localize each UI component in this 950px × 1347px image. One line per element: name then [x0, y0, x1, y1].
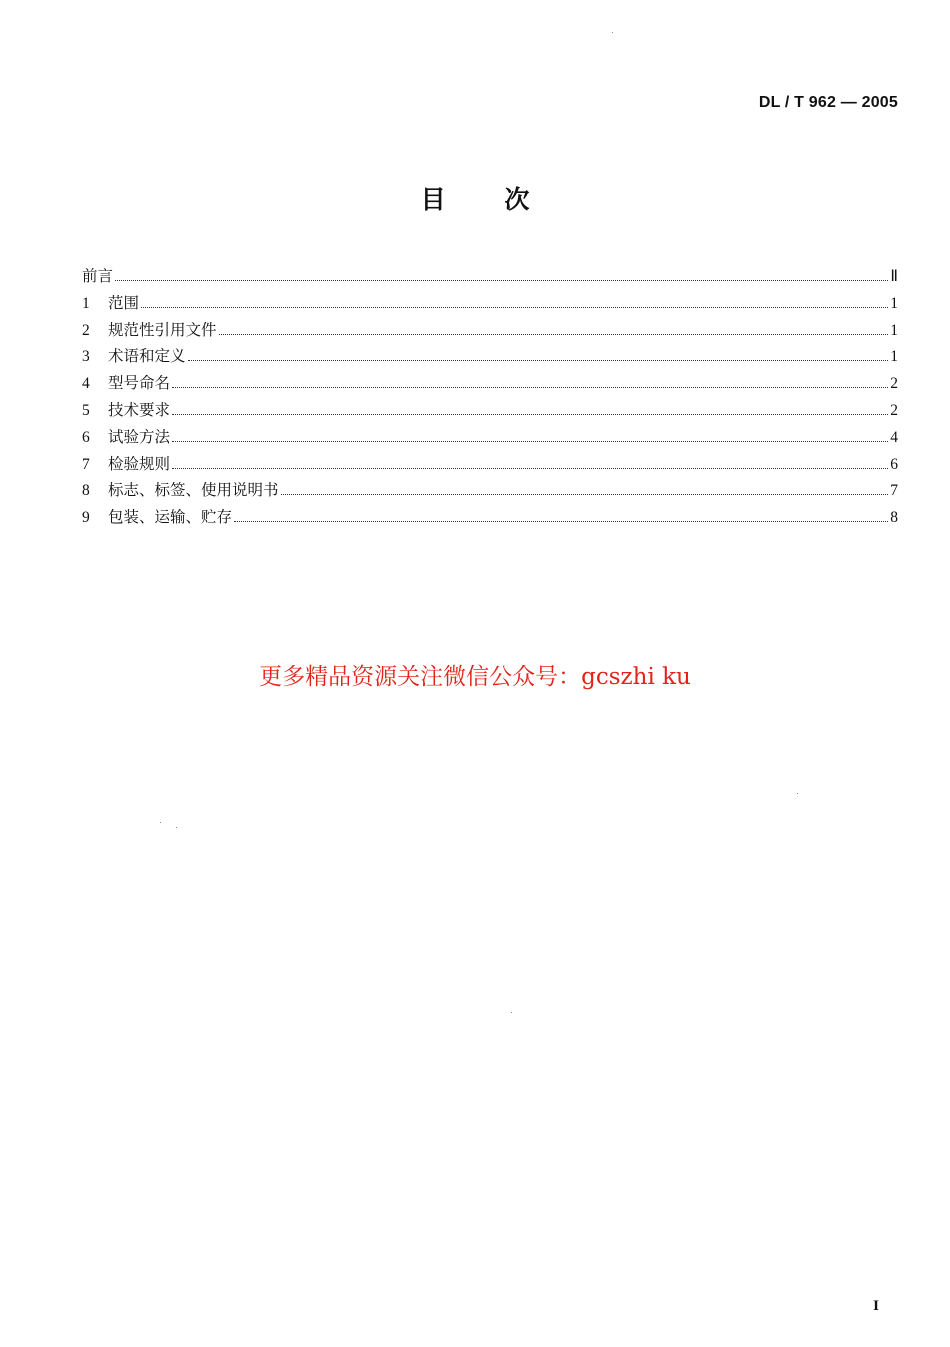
toc-entry-label: 试验方法 — [108, 427, 171, 446]
toc-entry-page: 6 — [890, 455, 898, 473]
toc-entry-label: 检验规则 — [108, 454, 171, 473]
toc-entry-label: 包装、运输、贮存 — [108, 508, 233, 527]
toc-entry-page: Ⅱ — [890, 268, 898, 285]
toc-entry-page: 2 — [890, 401, 898, 419]
toc-entry-label: 技术要求 — [108, 400, 171, 419]
toc-entry-5[interactable] — [82, 398, 898, 425]
toc-entry-number: 9 — [82, 509, 90, 527]
toc-leader-dots — [219, 334, 889, 335]
toc-leader-dots — [281, 494, 889, 495]
toc-entry-number: 6 — [82, 428, 90, 446]
toc-entry-label: 前言 — [82, 267, 114, 285]
table-of-contents — [82, 264, 898, 532]
scan-speck — [612, 32, 613, 33]
toc-entry-label: 标志、标签、使用说明书 — [108, 481, 279, 500]
toc-entry-label: 型号命名 — [108, 374, 171, 393]
toc-entry-2[interactable] — [82, 318, 898, 345]
toc-entry-number: 4 — [82, 375, 90, 393]
scan-speck — [160, 822, 161, 823]
toc-entry-number: 3 — [82, 348, 90, 366]
toc-entry-page: 2 — [890, 375, 898, 393]
page-number: I — [873, 1298, 879, 1314]
toc-entry-label: 范围 — [108, 293, 140, 312]
toc-leader-dots — [172, 441, 888, 442]
toc-entry-preface[interactable] — [82, 264, 898, 291]
toc-leader-dots — [172, 468, 888, 469]
toc-entry-number: 7 — [82, 455, 90, 473]
toc-entry-page: 1 — [890, 294, 898, 312]
toc-entry-9[interactable] — [82, 505, 898, 532]
toc-entry-label: 术语和定义 — [108, 347, 186, 366]
toc-entry-number: 5 — [82, 401, 90, 419]
scan-speck — [511, 1012, 512, 1013]
toc-leader-dots — [172, 414, 888, 415]
toc-entry-6[interactable] — [82, 425, 898, 452]
toc-entry-page: 7 — [890, 482, 898, 500]
scan-speck — [797, 793, 798, 794]
toc-entry-3[interactable] — [82, 344, 898, 371]
toc-leader-dots — [188, 360, 889, 361]
toc-entry-1[interactable] — [82, 291, 898, 318]
toc-entry-number: 2 — [82, 321, 90, 339]
toc-entry-page: 1 — [890, 348, 898, 366]
promo-text: 更多精品资源关注微信公众号：gcszhi ku — [259, 664, 691, 690]
toc-entry-number: 1 — [82, 294, 90, 312]
toc-leader-dots — [115, 280, 888, 281]
toc-leader-dots — [141, 307, 888, 308]
toc-entry-7[interactable] — [82, 452, 898, 479]
scan-speck — [176, 827, 177, 828]
toc-title: 目 次 — [420, 185, 530, 214]
standard-code: DL / T 962 — 2005 — [758, 94, 898, 111]
toc-leader-dots — [234, 521, 888, 522]
toc-entry-4[interactable] — [82, 371, 898, 398]
toc-entry-page: 4 — [890, 428, 898, 446]
toc-leader-dots — [172, 387, 888, 388]
toc-entry-page: 8 — [890, 509, 898, 527]
toc-entry-8[interactable] — [82, 478, 898, 505]
toc-entry-label: 规范性引用文件 — [108, 320, 217, 339]
toc-entry-number: 8 — [82, 482, 90, 500]
toc-entry-page: 1 — [890, 321, 898, 339]
